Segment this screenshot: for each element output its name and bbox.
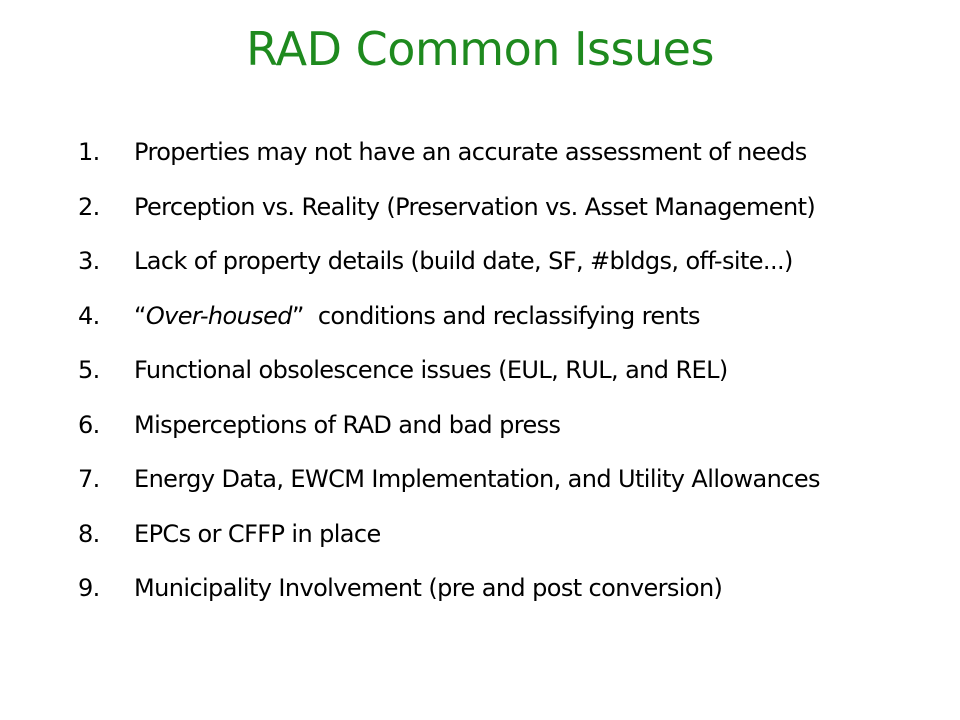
item-text: Properties may not have an accurate assessment of needs <box>134 138 807 166</box>
item-text: Misperceptions of RAD and bad press <box>134 410 561 439</box>
item-text: Energy Data, EWCM Implementation, and Utility Allowances <box>134 465 820 493</box>
open-quote: “ <box>134 301 146 330</box>
item-text: Functional obsolescence issues (EUL, RUL, and REL) <box>134 356 728 384</box>
list-item <box>78 411 948 466</box>
item-number: 8. <box>78 519 100 548</box>
list-item <box>78 465 948 520</box>
list-item <box>78 193 948 248</box>
item-number: 3. <box>78 247 100 275</box>
list-item <box>78 574 948 629</box>
item-text: Perception vs. Reality (Preservation vs. Asset Management) <box>134 192 816 221</box>
italic-term: Over-housed <box>145 301 292 330</box>
item-text: Lack of property details (build date, SF, #bldgs, off-site...) <box>134 247 793 275</box>
list-item <box>78 302 948 357</box>
item-number: 6. <box>78 410 100 439</box>
slide-title: RAD Common Issues <box>246 22 714 76</box>
list-item <box>78 247 948 302</box>
item-text-rest: conditions and reclassifying rents <box>303 301 700 330</box>
item-number: 7. <box>78 465 100 493</box>
item-number: 9. <box>78 574 100 602</box>
list-item <box>78 356 948 411</box>
item-text: EPCs or CFFP in place <box>134 519 381 548</box>
close-quote: ” <box>291 301 304 330</box>
issues-list <box>78 138 948 629</box>
item-number: 5. <box>78 356 100 384</box>
list-item <box>78 520 948 575</box>
item-number: 2. <box>78 192 100 221</box>
item-text <box>134 302 700 330</box>
item-number: 1. <box>78 138 100 166</box>
item-text: Municipality Involvement (pre and post conversion) <box>134 574 723 602</box>
item-number: 4. <box>78 301 100 330</box>
list-item <box>78 138 948 193</box>
